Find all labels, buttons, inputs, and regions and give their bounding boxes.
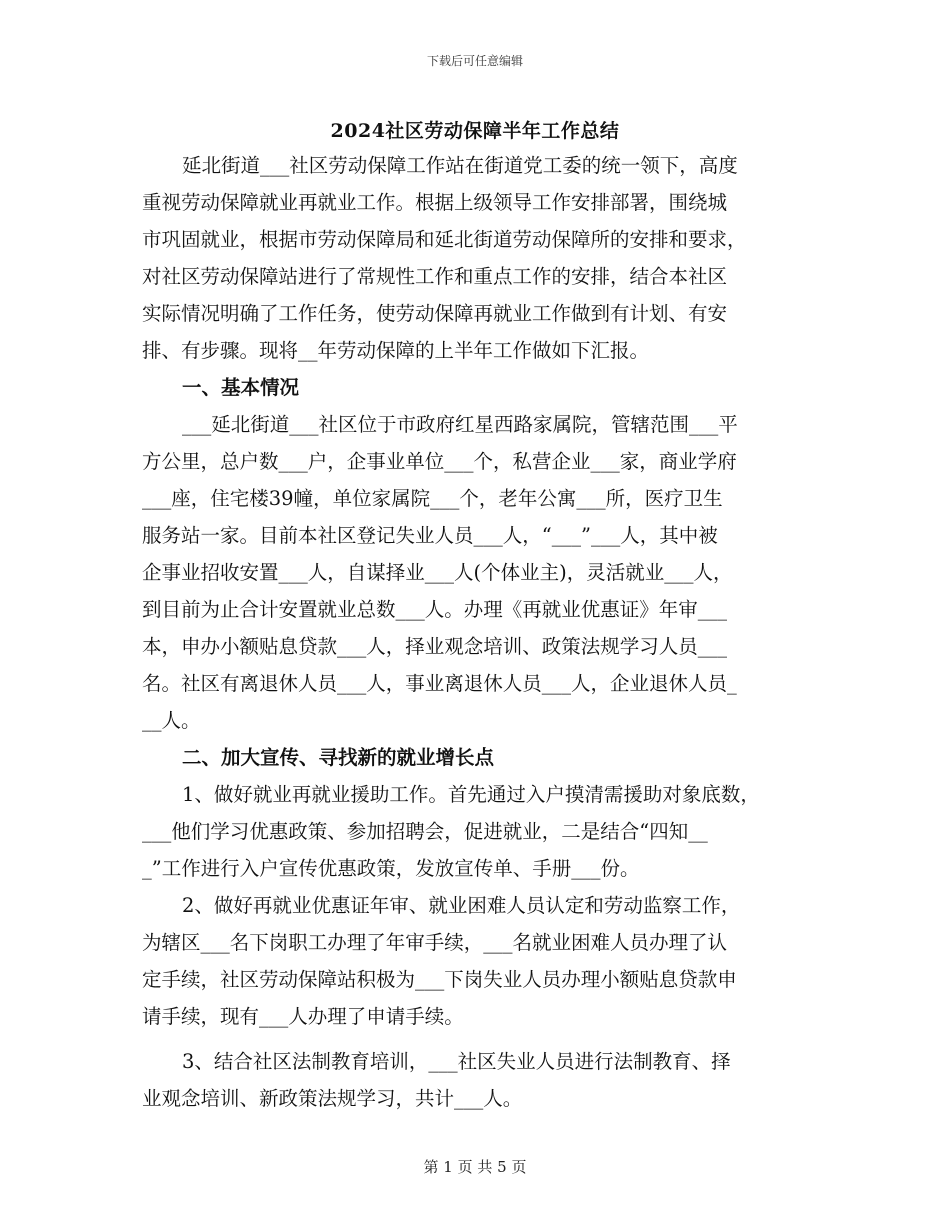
- paragraph-line: 到目前为止合计安置就业总数___人。办理《再就业优惠证》年审___: [142, 598, 728, 621]
- paragraph-line: 服务站一家。目前本社区登记失业人员___人，“___”___人，其中被: [142, 524, 718, 547]
- paragraph-line: ___他们学习优惠政策、参加招聘会，促进就业，二是结合“四知__: [142, 820, 708, 843]
- paragraph-line: 请手续，现有___人办理了申请手续。: [142, 1005, 464, 1028]
- paragraph-line: 为辖区___名下岗职工办理了年审手续，___名就业困难人员办理了认: [142, 931, 728, 954]
- section-heading-publicity: 二、加大宣传、寻找新的就业增长点: [182, 746, 495, 769]
- paragraph-line: 1、做好就业再就业援助工作。首先通过入户摸清需援助对象底数，: [182, 783, 760, 806]
- paragraph-line: 2、做好再就业优惠证年审、就业困难人员认定和劳动监察工作，: [182, 894, 741, 917]
- paragraph-line: 本，申办小额贴息贷款___人，择业观念培训、政策法规学习人员___: [142, 635, 728, 658]
- paragraph-line: _”工作进行入户宣传优惠政策，发放宣传单、手册___份。: [142, 857, 640, 880]
- paragraph-line: 重视劳动保障就业再就业工作。根据上级领导工作安排部署，围绕城: [142, 191, 728, 214]
- header-note: 下载后可任意编辑: [426, 54, 523, 68]
- document-title: 2024社区劳动保障半年工作总结: [330, 120, 620, 142]
- paragraph-line: 名。社区有离退休人员___人，事业离退休人员___人，企业退休人员_: [142, 672, 737, 695]
- paragraph-line: 排、有步骤。现将__年劳动保障的上半年工作做如下汇报。: [142, 339, 650, 362]
- paragraph-gap: [142, 1035, 814, 1043]
- page-footer: 第 1 页 共 5 页: [423, 1158, 527, 1176]
- paragraph-line: 方公里，总户数___户，企事业单位___个，私营企业___家，商业学府: [142, 450, 737, 473]
- paragraph-line: ___延北街道___社区位于市政府红星西路家属院，管辖范围___平: [182, 413, 738, 436]
- paragraph-line: 市巩固就业，根据市劳动保障局和延北街道劳动保障所的安排和要求，: [142, 228, 747, 251]
- section-heading-basic-info: 一、基本情况: [182, 376, 300, 399]
- paragraph-line: 企事业招收安置___人，自谋择业___人(个体业主)，灵活就业___人，: [142, 561, 733, 584]
- paragraph-line: 对社区劳动保障站进行了常规性工作和重点工作的安排，结合本社区: [142, 265, 728, 288]
- paragraph-line: 业观念培训、新政策法规学习，共计___人。: [142, 1087, 523, 1110]
- paragraph-line: 延北街道___社区劳动保障工作站在街道党工委的统一领下，高度: [182, 154, 738, 177]
- paragraph-line: 实际情况明确了工作任务，使劳动保障再就业工作做到有计划、有安: [142, 302, 728, 325]
- paragraph-line: ___座，住宅楼39幢，单位家属院___个，老年公寓___所，医疗卫生: [142, 487, 723, 510]
- paragraph-line: __人。: [142, 709, 201, 732]
- paragraph-line: 3、结合社区法制教育培训，___社区失业人员进行法制教育、择: [182, 1050, 731, 1073]
- document-body: [142, 147, 814, 1117]
- paragraph-line: 定手续，社区劳动保障站积极为___下岗失业人员办理小额贴息贷款申: [142, 968, 737, 991]
